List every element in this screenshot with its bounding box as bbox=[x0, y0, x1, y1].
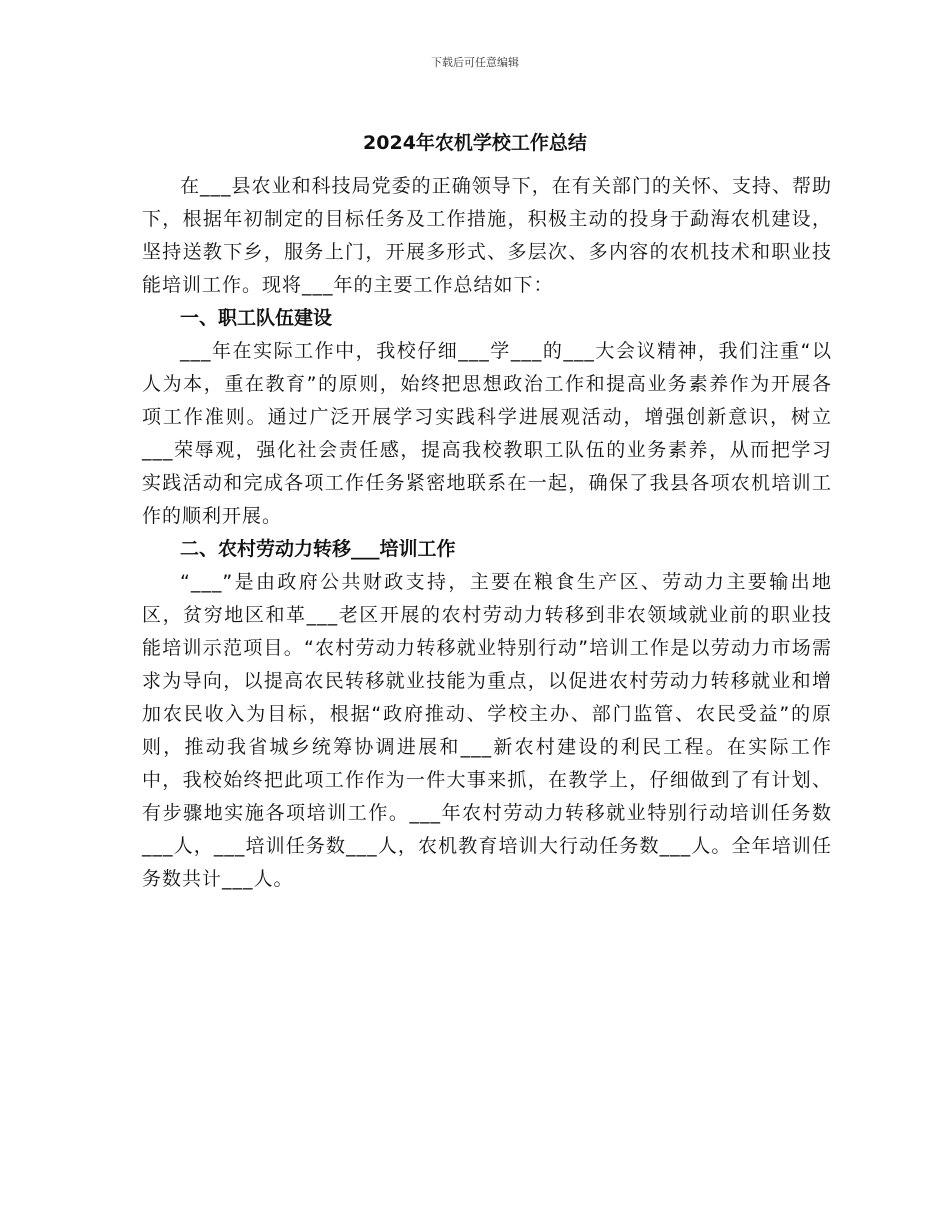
document-title: 2024年农机学校工作总结 bbox=[363, 132, 587, 154]
section-heading-staff: 一、职工队伍建设 bbox=[180, 307, 333, 329]
intro-paragraph: 在___县农业和科技局党委的正确领导下，在有关部门的关怀、支持、帮助下，根据年初制定的目标任务及工作措施，积极主动的投身于勐海农机建设，坚持送教下乡，服务上门，开展多形式、多层次、多内容的农机技术和职业技能培训工作。现将___年的主要工作总结如下： bbox=[142, 175, 832, 296]
labor-transfer-paragraph: “___”是由政府公共财政支持，主要在粮食生产区、劳动力主要输出地区，贫穷地区和革___老区开展的农村劳动力转移到非农领域就业前的职业技能培训示范项目。“农村劳动力转移就业特别行动”培训工作是以劳动力市场需求为导向，以提高农民转移就业技能为重点，以促进农村劳动力转移就业和增加农民收入为目标，根据“政府推动、学校主办、部门监管、农民受益”的原则，推动我省城乡统筹协调进展和___新农村建设的利民工程。在实际工作中，我校始终把此项工作作为一件大事来抓，在教学上，仔细做到了有计划、有步骤地实施各项培训工作。___年农村劳动力转移就业特别行动培训任务数___人，___培训任务数___人，农机教育培训大行动任务数___人。全年培训任务数共计___人。 bbox=[142, 571, 832, 890]
header-note: 下载后可任意编辑 bbox=[431, 56, 519, 69]
section-heading-labor-transfer: 二、农村劳动力转移___培训工作 bbox=[180, 538, 456, 560]
document-body bbox=[142, 170, 832, 896]
staff-paragraph: ___年在实际工作中，我校仔细___学___的___大会议精神，我们注重“以人为本，重在教育”的原则，始终把思想政治工作和提高业务素养作为开展各项工作准则。通过广泛开展学习实践科学进展观活动，增强创新意识，树立___荣辱观，强化社会责任感，提高我校教职工队伍的业务素养，从而把学习实践活动和完成各项工作任务紧密地联系在一起，确保了我县各项农机培训工作的顺利开展。 bbox=[142, 340, 832, 527]
